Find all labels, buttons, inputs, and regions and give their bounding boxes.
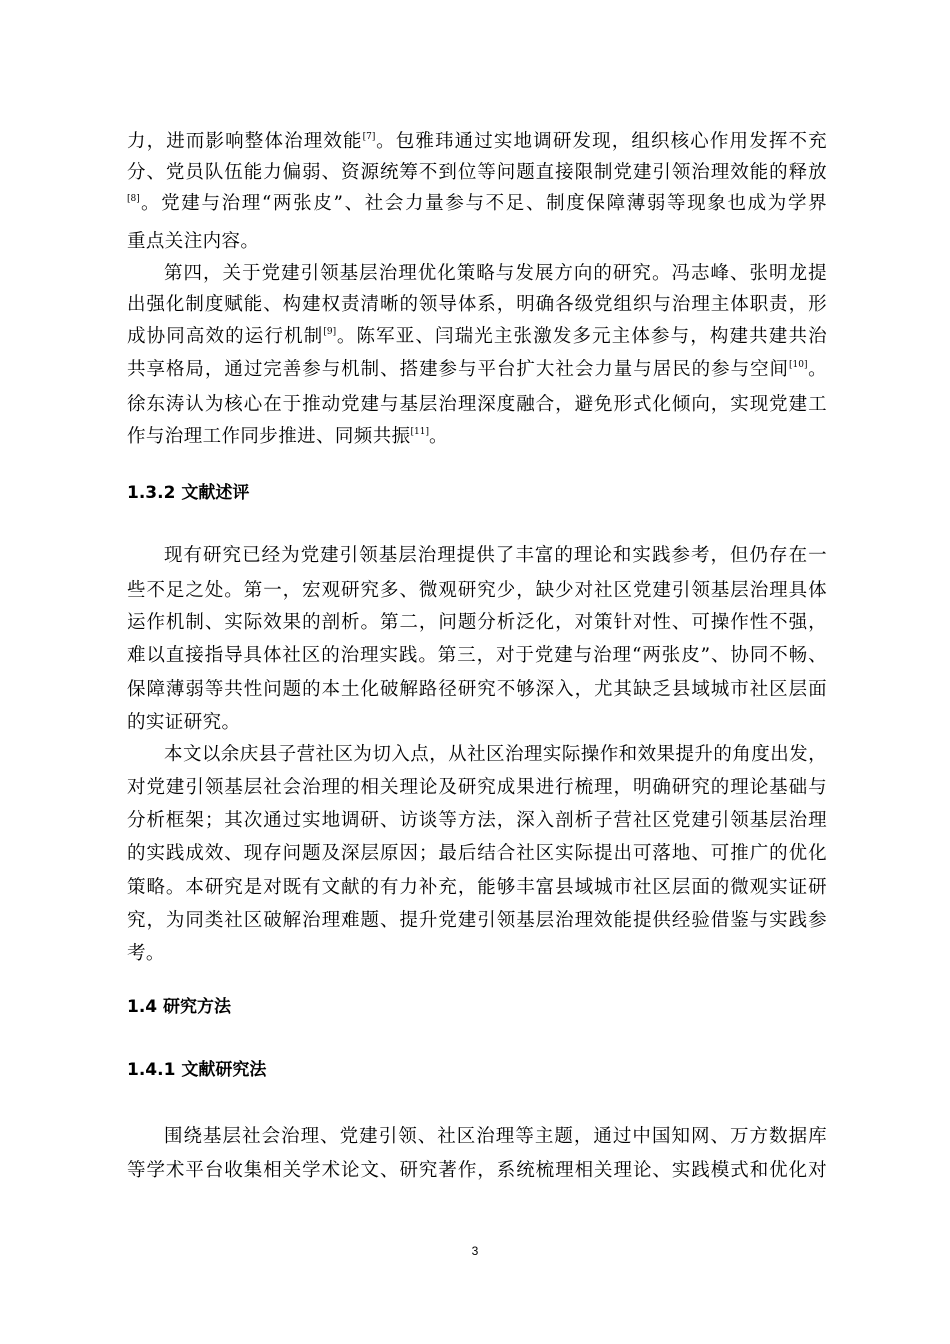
paragraph-line: 成协同高效的运行机制[9]。陈军亚、闫瑞光主张激发多元主体参与，构建共建共治 (127, 326, 827, 347)
paragraph-line: 共享格局，通过完善参与机制、搭建参与平台扩大社会力量与居民的参与空间[10]。 (127, 359, 828, 380)
page-number: 3 (471, 1244, 479, 1258)
paragraph-line: 作与治理工作同步推进、同频共振[11]。 (127, 426, 448, 447)
paragraph-line: 出强化制度赋能、构建权责清晰的领导体系，明确各级党组织与治理主体职责，形 (127, 294, 827, 315)
paragraph-line: 徐东涛认为核心在于推动党建与基层治理深度融合，避免形式化倾向，实现党建工 (127, 394, 827, 415)
paragraph-line: 本文以余庆县子营社区为切入点，从社区治理实际操作和效果提升的角度出发， (164, 744, 827, 765)
paragraph-line: 等学术平台收集相关学术论文、研究著作，系统梳理相关理论、实践模式和优化对 (127, 1160, 827, 1181)
paragraph-line: 的实证研究。 (127, 712, 241, 733)
paragraph-line: 分、党员队伍能力偏弱、资源统筹不到位等问题直接限制党建引领治理效能的释放 (127, 162, 827, 183)
citation: [9] (323, 327, 337, 337)
paragraph-line: 力，进而影响整体治理效能[7]。包雅玮通过实地调研发现，组织核心作用发挥不充 (127, 131, 827, 152)
subsection-heading: 1.4.1 文献研究法 (127, 1060, 267, 1080)
paragraph-line: 策略。本研究是对既有文献的有力补充，能够丰富县域城市社区层面的微观实证研 (127, 877, 827, 898)
paragraph-line: 现有研究已经为党建引领基层治理提供了丰富的理论和实践参考，但仍存在一 (164, 545, 827, 566)
paragraph-line: 保障薄弱等共性问题的本土化破解路径研究不够深入，尤其缺乏县域城市社区层面 (127, 679, 827, 700)
citation: [11] (410, 427, 429, 437)
citation: [8] (127, 194, 140, 204)
paragraph-line: 的实践成效、现存问题及深层原因；最后结合社区实际提出可落地、可推广的优化 (127, 843, 827, 864)
citation: [10] (789, 360, 808, 370)
paragraph-line: 难以直接指导具体社区的治理实践。第三，对于党建与治理“两张皮”、协同不畅、 (127, 645, 827, 666)
paragraph-line: 对党建引领基层社会治理的相关理论及研究成果进行梳理，明确研究的理论基础与 (127, 777, 827, 798)
paragraph-line: 分析框架；其次通过实地调研、访谈等方法，深入剖析子营社区党建引领基层治理 (127, 810, 827, 831)
paragraph-line: [8]。党建与治理“两张皮”、社会力量参与不足、制度保障薄弱等现象也成为学界 (127, 193, 827, 214)
paragraph-line: 第四，关于党建引领基层治理优化策略与发展方向的研究。冯志峰、张明龙提 (164, 263, 827, 284)
citation: [7] (362, 132, 376, 142)
paragraph-line: 重点关注内容。 (127, 231, 260, 252)
paragraph-line: 些不足之处。第一，宏观研究多、微观研究少，缺少对社区党建引领基层治理具体 (127, 580, 827, 601)
paragraph-line: 究，为同类社区破解治理难题、提升党建引领基层治理效能提供经验借鉴与实践参 (127, 910, 827, 931)
paragraph-line: 考。 (127, 943, 165, 964)
paragraph-line: 运作机制、实际效果的剖析。第二，问题分析泛化，对策针对性、可操作性不强， (127, 612, 827, 633)
section-heading: 1.3.2 文献述评 (127, 483, 250, 503)
section-heading: 1.4 研究方法 (127, 997, 232, 1017)
paragraph-line: 围绕基层社会治理、党建引领、社区治理等主题，通过中国知网、万方数据库 (164, 1126, 827, 1147)
